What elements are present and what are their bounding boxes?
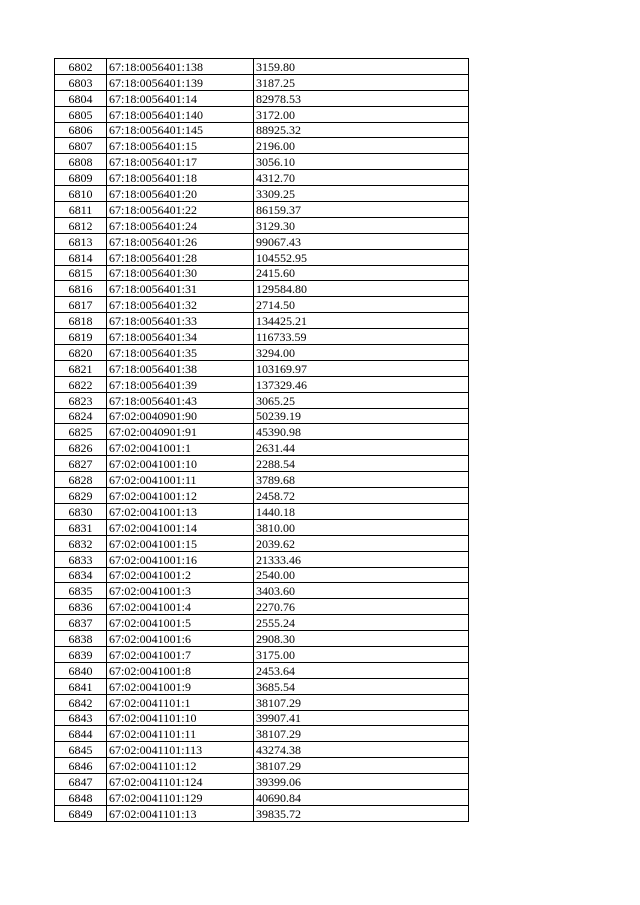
cadastral-number-cell: 67:18:0056401:34 xyxy=(107,329,254,345)
table-row xyxy=(55,678,469,694)
cadastral-number-cell: 67:18:0056401:14 xyxy=(107,90,254,106)
value-cell: 2631.44 xyxy=(254,440,469,456)
row-number-cell: 6816 xyxy=(55,281,107,297)
value-cell: 3294.00 xyxy=(254,345,469,361)
cadastral-number-cell: 67:18:0056401:33 xyxy=(107,313,254,329)
cadastral-number-cell: 67:02:0040901:91 xyxy=(107,424,254,440)
value-cell: 137329.46 xyxy=(254,376,469,392)
table-row xyxy=(55,535,469,551)
value-cell: 45390.98 xyxy=(254,424,469,440)
cadastral-number-cell: 67:18:0056401:145 xyxy=(107,122,254,138)
value-cell: 99067.43 xyxy=(254,233,469,249)
row-number-cell: 6826 xyxy=(55,440,107,456)
cadastral-number-cell: 67:02:0041101:11 xyxy=(107,726,254,742)
cadastral-number-cell: 67:02:0041001:12 xyxy=(107,488,254,504)
table-row xyxy=(55,90,469,106)
table-row xyxy=(55,138,469,154)
table-row xyxy=(55,360,469,376)
table-row xyxy=(55,662,469,678)
table-row xyxy=(55,265,469,281)
value-cell: 2555.24 xyxy=(254,615,469,631)
cadastral-number-cell: 67:18:0056401:20 xyxy=(107,186,254,202)
cadastral-number-cell: 67:02:0041101:13 xyxy=(107,805,254,821)
value-cell: 103169.97 xyxy=(254,360,469,376)
table-row xyxy=(55,551,469,567)
cadastral-number-cell: 67:02:0041001:3 xyxy=(107,583,254,599)
value-cell: 3159.80 xyxy=(254,59,469,75)
table-row xyxy=(55,488,469,504)
cadastral-number-cell: 67:02:0041101:129 xyxy=(107,789,254,805)
value-cell: 88925.32 xyxy=(254,122,469,138)
value-cell: 21333.46 xyxy=(254,551,469,567)
row-number-cell: 6849 xyxy=(55,805,107,821)
row-number-cell: 6805 xyxy=(55,106,107,122)
cadastral-number-cell: 67:18:0056401:31 xyxy=(107,281,254,297)
table-row xyxy=(55,170,469,186)
value-cell: 2453.64 xyxy=(254,662,469,678)
row-number-cell: 6814 xyxy=(55,249,107,265)
table-row xyxy=(55,74,469,90)
table-row xyxy=(55,567,469,583)
table-row xyxy=(55,392,469,408)
value-cell: 86159.37 xyxy=(254,202,469,218)
table-row xyxy=(55,774,469,790)
row-number-cell: 6803 xyxy=(55,74,107,90)
row-number-cell: 6812 xyxy=(55,217,107,233)
table-row xyxy=(55,583,469,599)
value-cell: 2415.60 xyxy=(254,265,469,281)
value-cell: 116733.59 xyxy=(254,329,469,345)
table-row xyxy=(55,440,469,456)
table-row xyxy=(55,217,469,233)
cadastral-number-cell: 67:02:0041101:10 xyxy=(107,710,254,726)
cadastral-number-cell: 67:18:0056401:24 xyxy=(107,217,254,233)
table-row xyxy=(55,154,469,170)
cadastral-number-cell: 67:18:0056401:140 xyxy=(107,106,254,122)
value-cell: 39835.72 xyxy=(254,805,469,821)
cadastral-number-cell: 67:18:0056401:32 xyxy=(107,297,254,313)
document-page xyxy=(54,58,469,822)
table-row xyxy=(55,329,469,345)
value-cell: 3056.10 xyxy=(254,154,469,170)
row-number-cell: 6802 xyxy=(55,59,107,75)
table-row xyxy=(55,297,469,313)
cadastral-number-cell: 67:18:0056401:26 xyxy=(107,233,254,249)
table-row xyxy=(55,615,469,631)
table-row xyxy=(55,805,469,821)
cadastral-number-cell: 67:02:0041001:4 xyxy=(107,599,254,615)
value-cell: 38107.29 xyxy=(254,694,469,710)
row-number-cell: 6831 xyxy=(55,519,107,535)
cadastral-number-cell: 67:18:0056401:17 xyxy=(107,154,254,170)
cadastral-number-cell: 67:18:0056401:15 xyxy=(107,138,254,154)
cadastral-number-cell: 67:02:0041101:1 xyxy=(107,694,254,710)
cadastral-number-cell: 67:02:0041001:16 xyxy=(107,551,254,567)
table-row xyxy=(55,694,469,710)
cadastral-number-cell: 67:02:0041001:6 xyxy=(107,631,254,647)
row-number-cell: 6840 xyxy=(55,662,107,678)
cadastral-number-cell: 67:18:0056401:139 xyxy=(107,74,254,90)
value-cell: 104552.95 xyxy=(254,249,469,265)
table-row xyxy=(55,519,469,535)
value-cell: 4312.70 xyxy=(254,170,469,186)
value-cell: 2039.62 xyxy=(254,535,469,551)
row-number-cell: 6848 xyxy=(55,789,107,805)
row-number-cell: 6824 xyxy=(55,408,107,424)
data-table xyxy=(54,58,469,822)
cadastral-number-cell: 67:18:0056401:28 xyxy=(107,249,254,265)
value-cell: 3685.54 xyxy=(254,678,469,694)
table-row xyxy=(55,503,469,519)
table-row xyxy=(55,249,469,265)
value-cell: 2908.30 xyxy=(254,631,469,647)
value-cell: 2714.50 xyxy=(254,297,469,313)
row-number-cell: 6836 xyxy=(55,599,107,615)
value-cell: 129584.80 xyxy=(254,281,469,297)
table-row xyxy=(55,758,469,774)
table-row xyxy=(55,599,469,615)
value-cell: 43274.38 xyxy=(254,742,469,758)
row-number-cell: 6835 xyxy=(55,583,107,599)
row-number-cell: 6839 xyxy=(55,646,107,662)
row-number-cell: 6804 xyxy=(55,90,107,106)
cadastral-number-cell: 67:18:0056401:35 xyxy=(107,345,254,361)
value-cell: 38107.29 xyxy=(254,726,469,742)
row-number-cell: 6808 xyxy=(55,154,107,170)
cadastral-number-cell: 67:02:0041001:7 xyxy=(107,646,254,662)
table-row xyxy=(55,424,469,440)
value-cell: 3403.60 xyxy=(254,583,469,599)
value-cell: 39907.41 xyxy=(254,710,469,726)
value-cell: 50239.19 xyxy=(254,408,469,424)
row-number-cell: 6821 xyxy=(55,360,107,376)
table-row xyxy=(55,789,469,805)
table-row xyxy=(55,726,469,742)
value-cell: 3172.00 xyxy=(254,106,469,122)
row-number-cell: 6813 xyxy=(55,233,107,249)
cadastral-number-cell: 67:02:0040901:90 xyxy=(107,408,254,424)
value-cell: 2196.00 xyxy=(254,138,469,154)
row-number-cell: 6837 xyxy=(55,615,107,631)
cadastral-number-cell: 67:02:0041001:9 xyxy=(107,678,254,694)
value-cell: 2458.72 xyxy=(254,488,469,504)
value-cell: 40690.84 xyxy=(254,789,469,805)
row-number-cell: 6844 xyxy=(55,726,107,742)
row-number-cell: 6843 xyxy=(55,710,107,726)
table-row xyxy=(55,646,469,662)
value-cell: 2288.54 xyxy=(254,456,469,472)
row-number-cell: 6832 xyxy=(55,535,107,551)
value-cell: 38107.29 xyxy=(254,758,469,774)
row-number-cell: 6828 xyxy=(55,472,107,488)
row-number-cell: 6817 xyxy=(55,297,107,313)
value-cell: 82978.53 xyxy=(254,90,469,106)
value-cell: 3065.25 xyxy=(254,392,469,408)
cadastral-number-cell: 67:18:0056401:18 xyxy=(107,170,254,186)
row-number-cell: 6823 xyxy=(55,392,107,408)
table-row xyxy=(55,122,469,138)
cadastral-number-cell: 67:02:0041101:12 xyxy=(107,758,254,774)
value-cell: 2270.76 xyxy=(254,599,469,615)
row-number-cell: 6806 xyxy=(55,122,107,138)
table-row xyxy=(55,376,469,392)
table-row xyxy=(55,59,469,75)
cadastral-number-cell: 67:18:0056401:38 xyxy=(107,360,254,376)
cadastral-number-cell: 67:02:0041001:10 xyxy=(107,456,254,472)
value-cell: 3810.00 xyxy=(254,519,469,535)
row-number-cell: 6825 xyxy=(55,424,107,440)
cadastral-number-cell: 67:02:0041001:2 xyxy=(107,567,254,583)
table-row xyxy=(55,631,469,647)
cadastral-number-cell: 67:18:0056401:22 xyxy=(107,202,254,218)
value-cell: 3309.25 xyxy=(254,186,469,202)
row-number-cell: 6829 xyxy=(55,488,107,504)
table-row xyxy=(55,106,469,122)
row-number-cell: 6838 xyxy=(55,631,107,647)
value-cell: 3789.68 xyxy=(254,472,469,488)
cadastral-number-cell: 67:02:0041001:14 xyxy=(107,519,254,535)
row-number-cell: 6822 xyxy=(55,376,107,392)
row-number-cell: 6846 xyxy=(55,758,107,774)
table-row xyxy=(55,233,469,249)
cadastral-number-cell: 67:02:0041001:1 xyxy=(107,440,254,456)
cadastral-number-cell: 67:02:0041001:5 xyxy=(107,615,254,631)
table-row xyxy=(55,313,469,329)
row-number-cell: 6827 xyxy=(55,456,107,472)
table-row xyxy=(55,281,469,297)
row-number-cell: 6819 xyxy=(55,329,107,345)
cadastral-number-cell: 67:02:0041001:15 xyxy=(107,535,254,551)
row-number-cell: 6845 xyxy=(55,742,107,758)
row-number-cell: 6811 xyxy=(55,202,107,218)
row-number-cell: 6847 xyxy=(55,774,107,790)
value-cell: 39399.06 xyxy=(254,774,469,790)
table-row xyxy=(55,710,469,726)
cadastral-number-cell: 67:02:0041101:124 xyxy=(107,774,254,790)
table-body xyxy=(55,59,469,822)
row-number-cell: 6815 xyxy=(55,265,107,281)
row-number-cell: 6830 xyxy=(55,503,107,519)
row-number-cell: 6818 xyxy=(55,313,107,329)
table-row xyxy=(55,202,469,218)
value-cell: 3187.25 xyxy=(254,74,469,90)
value-cell: 3175.00 xyxy=(254,646,469,662)
row-number-cell: 6810 xyxy=(55,186,107,202)
cadastral-number-cell: 67:18:0056401:43 xyxy=(107,392,254,408)
row-number-cell: 6820 xyxy=(55,345,107,361)
cadastral-number-cell: 67:02:0041001:13 xyxy=(107,503,254,519)
cadastral-number-cell: 67:02:0041001:8 xyxy=(107,662,254,678)
table-row xyxy=(55,742,469,758)
cadastral-number-cell: 67:18:0056401:138 xyxy=(107,59,254,75)
value-cell: 134425.21 xyxy=(254,313,469,329)
row-number-cell: 6841 xyxy=(55,678,107,694)
value-cell: 1440.18 xyxy=(254,503,469,519)
table-row xyxy=(55,472,469,488)
cadastral-number-cell: 67:18:0056401:39 xyxy=(107,376,254,392)
row-number-cell: 6834 xyxy=(55,567,107,583)
row-number-cell: 6807 xyxy=(55,138,107,154)
row-number-cell: 6809 xyxy=(55,170,107,186)
value-cell: 3129.30 xyxy=(254,217,469,233)
row-number-cell: 6842 xyxy=(55,694,107,710)
cadastral-number-cell: 67:18:0056401:30 xyxy=(107,265,254,281)
table-row xyxy=(55,456,469,472)
value-cell: 2540.00 xyxy=(254,567,469,583)
cadastral-number-cell: 67:02:0041101:113 xyxy=(107,742,254,758)
cadastral-number-cell: 67:02:0041001:11 xyxy=(107,472,254,488)
row-number-cell: 6833 xyxy=(55,551,107,567)
table-row xyxy=(55,345,469,361)
table-row xyxy=(55,186,469,202)
table-row xyxy=(55,408,469,424)
